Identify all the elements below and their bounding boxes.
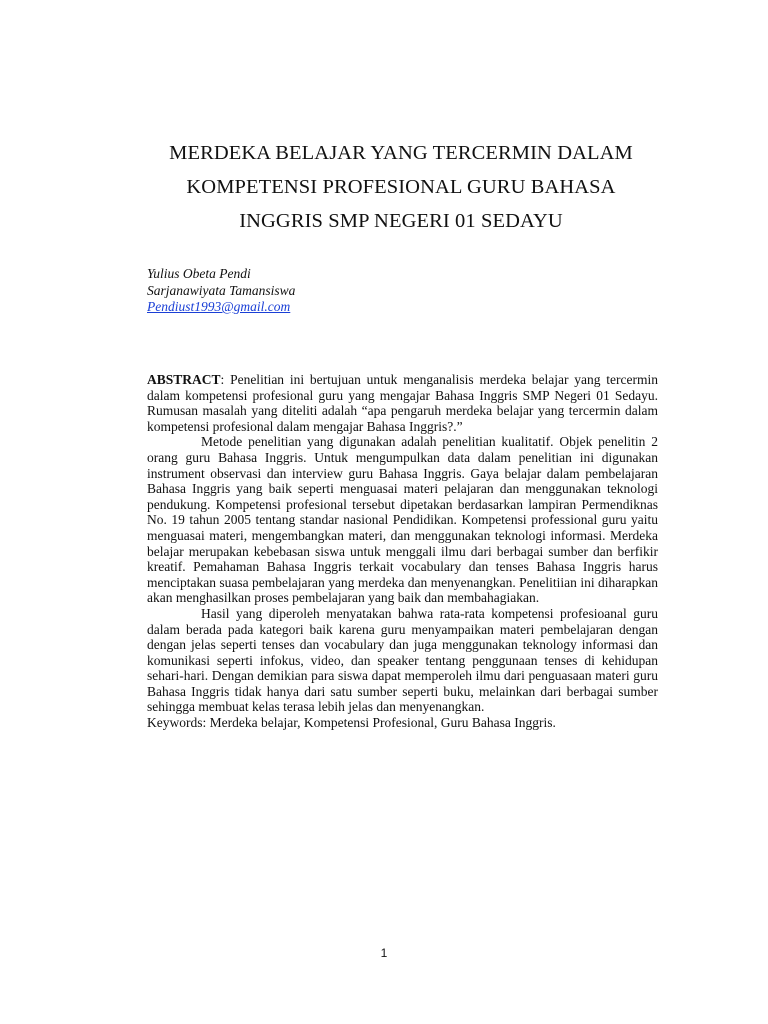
page-number: 1 bbox=[380, 946, 388, 960]
abstract-paragraph-1-text: : Penelitian ini bertujuan untuk menganalisis merdeka belajar yang tercermin dalam kompetensi profesional guru yang mengajar Bahasa Inggris SMP Negeri 01 Sedayu. Rumusan masalah yang diteliti adalah “apa pengaruh merdeka belajar yang tercermin dalam kompetensi profesional dalam mengajar Bahasa Inggris?.” bbox=[147, 372, 658, 434]
abstract-section bbox=[147, 372, 658, 731]
abstract-paragraph-2: Metode penelitian yang digunakan adalah penelitian kualitatif. Objek penelitin 2 orang guru Bahasa Inggris. Untuk mengumpulkan data dalam penelitian ini digunakan instrument observasi dan interview guru Bahasa Inggris. Gaya belajar dalam pembelajaran Bahasa Inggris yang baik seperti menguasai materi pelajaran dan menggunakan teknologi pendukung. Kompetensi profesional tersebut dipetakan berdasarkan lampiran Permendiknas No. 19 tahun 2005 tentang standar nasional Pendidikan. Kompetensi professional guru yaitu menguasai materi, mengembangkan materi, dan menggunakan teknologi informasi. Merdeka belajar merupakan kebebasan siswa untuk menggali ilmu dari berbagai sumber dan berfikir kreatif. Pemahaman Bahasa Inggris terkait vocabulary dan tenses Bahasa Inggris harus menciptakan suasa pembelajaran yang merdeka dan menyenangkan. Penelitiian ini diharapkan akan menghasilkan proses pembelajaran yang baik dan membahagiakan. bbox=[147, 434, 658, 606]
keywords-line: Keywords: Merdeka belajar, Kompetensi Profesional, Guru Bahasa Inggris. bbox=[147, 715, 556, 731]
abstract-label: ABSTRACT bbox=[147, 372, 221, 387]
title-line-2: KOMPETENSI PROFESIONAL GURU BAHASA bbox=[186, 176, 616, 198]
title-line-3: INGGRIS SMP NEGERI 01 SEDAYU bbox=[239, 210, 563, 232]
title-line-1: MERDEKA BELAJAR YANG TERCERMIN DALAM bbox=[169, 142, 633, 164]
author-affiliation: Sarjanawiyata Tamansiswa bbox=[147, 282, 296, 298]
author-block bbox=[147, 266, 295, 316]
abstract-paragraph-1 bbox=[147, 372, 658, 434]
abstract-paragraph-3: Hasil yang diperoleh menyatakan bahwa rata-rata kompetensi profesioanal guru dalam berada pada kategori baik karena guru menyampaikan materi pembelajaran dengan dengan jelas seperti tenses dan vocabulary dan juga menggunakan teknology informasi dan komunikasi seperti infokus, video, dan speaker tentang penggunaan tenses di kehidupan sehari-hari. Dengan demikian para siswa dapat memperoleh ilmu dari penguasaan materi guru Bahasa Inggris tidak hanya dari satu sumber seperti buku, melainkan dari berbagai sumber sehingga membuat kelas terasa lebih jelas dan menyenangkan. bbox=[147, 605, 658, 715]
author-name: Yulius Obeta Pendi bbox=[147, 266, 251, 281]
author-email-link[interactable]: Pendiust1993@gmail.com bbox=[147, 299, 291, 314]
paper-title bbox=[120, 136, 682, 238]
